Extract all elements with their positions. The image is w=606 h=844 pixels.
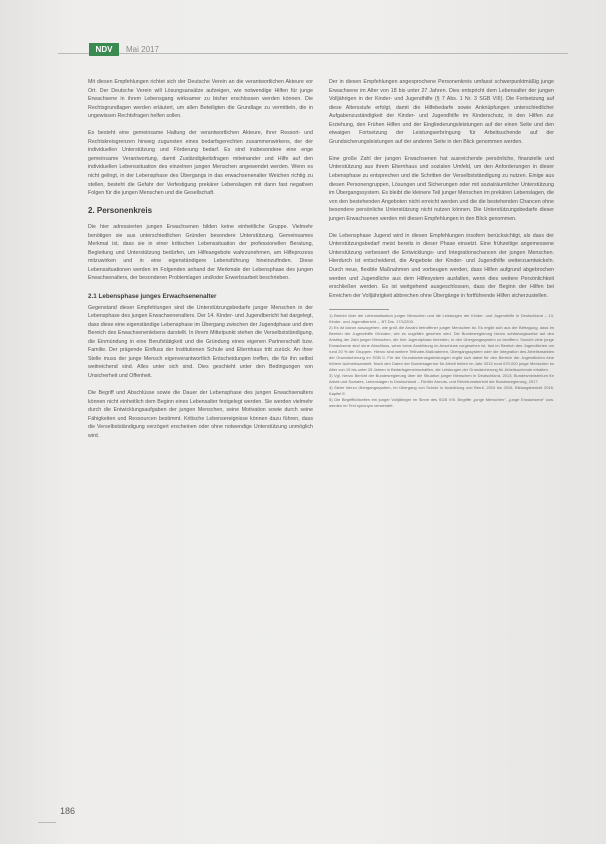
footnote-rule xyxy=(329,309,389,310)
right-paragraph-2: Eine große Zahl der jungen Erwachsenen hat ausreichende persönliche, finanzielle und Unterstützung aus ihrem Elternhaus und sozialen Umfeld, um den Anforderungen in dieser Lebensphase zu entsprechen und die Schritten der Verselbstständigung zu nutzen. Einige aus diesen Personengruppen, Lösungen und Sicherungen oder mit sozialräumlicher Unterstützung im Übergangssystem. Es bleibt die kleinere Teil junger Menschen im prekären Lebenslagen, die von den bestehenden Angeboten nicht erreicht werden und die die bestehenden Chancen ohne besondere persönliche Unterstützung nicht nutzen können. Die Unterstützungsbedarfe dieser jungen Erwachsenen werden mit diesen Empfehlungen in den Blick genommen. xyxy=(329,155,554,222)
journal-badge: NDV xyxy=(89,43,119,56)
footnote: 3) Vgl. hierzu Bericht der Bundesregierung über die Situation junger Menschen in Deutschland, 2013; Bundesministerium für Arbeit und Soziales, Lebenslagen in Deutschland – Fünfter Armuts- und Reichtumsbericht der Bundesregierung, 2017. xyxy=(329,372,554,384)
right-paragraph-3: Die Lebensphase Jugend wird in diesen Empfehlungen insofern berücksichtigt, als dass der Unterstützungsbedarf meist bereits in dieser Phase einsetzt. Eine frühzeitige angemessene Unterstützung verbessert die Entwicklungs- und Integrationschancen der jungen Menschen. Hierdurch ist entscheidend, die Angebote der Kinder- und Jugendhilfe weiterzuentwickeln. Durch neue, flexible Maßnahmen und vorbeugen werden, dass Hilfen aufgrund abgebrochen werden und Jugendliche aus dem Hilfesystem ausfallen, wenn dies weitere Persönlichkeit erschließen werden. Es ist weitgehend ausgeschlossen, dass der Beginn der Hilfen bei Erreichen der Volljährigkeit abbrechen ohne Übergänge in fortführende Hilfen sicherzustellen. xyxy=(329,232,554,299)
footnote: 1) Bericht über die Lebenssituation junger Menschen und die Leistungen der Kinder- und Jugendhilfe in Deutschland – 14. Kinder- und Jugendbericht –, BT-Drs. 17/12200. xyxy=(329,312,554,324)
left-paragraph-5: Die Begriff und Abschlüsse sowie die Dauer der Lebensphase des jungen Erwachsenalters können nicht einheitlich dem Beginn eines Lebensalter festgelegt werden. Sie werden vielmehr durch die Entwicklungsaufgaben der jungen Menschen, seine Motivation sowie durch seine Fähigkeiten und Ressourcen bestimmt. Kritische Lebensereignisse können dazu führen, dass die Verselbstständigung verzögert erscheinen oder ohne notwendige Unterstützung unmöglich wird. xyxy=(88,390,313,439)
issue-date: Mai 2017 xyxy=(126,45,159,54)
footnote: 2) Es ist davon auszugehen, wie groß die Anzahl betroffener junger Menschen ist. Es ergibt sich aus der Befragung, dass im Bereich der Jugendhilfe Gründen, wie es ungefähr gesehen wird. Die Bundesregierung hierzu schätzungsweise auf den Anstieg der Zahl junger Menschen, die ihre Jugendphase beenden, in den Übergangssystem zu beziffern. Sowohl viele junge Erwachsene sind ohne Abschluss, wenn keine Ausbildung im Anschluss vorgesehen ist, fast im Bereich des Jugendlichen um rund 20 % der Gruppen. Hierzu sind weitere Teilhabe-Maßnahmen, Übergangssystem oder die Integration des Arbeitsmarktes der Grundsicherung im SGB II. Für die Grundsicherungsleistungen ergibt sich dabei für den Bereich der Jugendlichen eine höhere Aufmerksamkeit. Nach den Daten der Bundesagentur für Arbeit lebten im Jahr 2015 rund 670.000 junge Menschen im Alter von 15 bis unter 25 Jahren in Bedarfsgemeinschaften, die Leistungen der Grundsicherung für Arbeitsuchende erhalten. xyxy=(329,324,554,372)
left-paragraph-3: Die hier adressierten jungen Erwachsenen bilden keine einheitliche Gruppe. Vielmehr benötigen sie aus unterschiedlichen Gründen besondere Unterstützung. Gemeinsames Merkmal ist, dass sie in einer kritischen Lebenssituation der professionellen Beratung, Begleitung und Unterstützung bedürfen, um Hilfeangebote wahrzunehmen, am Hilfeprozess mitzuwirken und in eine eigenständigere Lebensführung hineinzufinden. Diese Lebenssituationen werden im Folgenden anhand der Merkmale der Lebensphase des jungen Erwachsenalters, der besonderen Problemlagen und/oder Erwerbsarbeit beschrieben. xyxy=(88,224,313,282)
footer-rule xyxy=(38,822,56,823)
left-column xyxy=(88,78,313,449)
left-paragraph-1: Mit diesen Empfehlungen richtet sich der Deutsche Verein an die verantwortlichen Akteure vor Ort. Der Deutsche Verein will Lösungsansätze aufzeigen, wie notwendige Hilfen für junge Erwachsene in ihrem Lebensgang wirksamer zu bisher erschlossen werden können. Die Rechtsgrundlagen werden erläutert, um allen Beteiligten die Grundlage zu vermitteln, die in ungewissen Rechtsfragen helfen sollen. xyxy=(88,79,313,120)
footnote: 4) Siehe hierzu Übergangssystem, im Übergang von Schule in Ausbildung und Beruf, 2015 bis 2016, Bildungsbericht 2016, Kapitel E. xyxy=(329,384,554,396)
right-paragraph-1: Der in diesen Empfehlungen angesprochene Personenkreis umfasst schwerpunktmäßig junge Erwachsene im Alter von 18 bis unter 27 Jahren. Dies entspricht dem Lebensalter der jungen Volljährigen in der Kinder- und Jugendhilfe (§ 7 Abs. 1 Nr. 3 SGB VIII). Die Fortsetzung auf diese Altersstufe erfolgt, damit die Hilfebedarfe sowie Anknüpfungen unterschiedlicher Aufgabenzuständigkeit der Kinder- und Jugendhilfe im Kinderschutz, in den Hilfen zur Erziehung, den Frühen Hilfen und der Eingliederungsleistungen auf der einen Seite und den etwaigen Fortsetzung der Leistungserbringung für Arbeitsuchende auf der Grundsicherungsleistungen auf der anderen Seite in den Blick genommen werden. xyxy=(329,79,554,145)
left-paragraph-4: Gegenstand dieser Empfehlungen sind die Unterstützungsbedarfe junger Menschen in der Lebensphase des jungen Erwachsenenalters. Der 14. Kinder- und Jugendbericht hat dargelegt, dass diese eine eigenständige Lebensphase im Übergang zwischen der Jugendphase und dem Bereich des Erwachsenenlebens darstellt. In ihrem Mittelpunkt stehen die Verselbstständigung, die Einmündung in eine Berufstätigkeit und die Gründung eines eigenen Partnerschaft bzw. Familie. Der prägende Einfluss der Institutionen Schule und Elternhaus tritt zurück. An ihrer Stelle muss der junge Mensch eigenverantwortlich Entscheidungen treffen, die für ihn selbst weitreichend sind. Alles unter sich sind. Dies geschieht unter den Bedingungen von Unsicherheit und Offenheit. xyxy=(88,304,313,379)
section-heading: 2. Personenkreis xyxy=(88,206,153,216)
subsection-heading: 2.1 Lebensphase junges Erwachsenenalter xyxy=(88,292,217,300)
left-paragraph-2: Es besteht eine gemeinsame Haltung der verantwortlichen Akteure, ihrer Ressort- und Rechtskreisgrenzen hinweg zugunsten eines bedarfsgerechten zusammenwirkens, der der individuellen Unterstützung und Förderung bedarf. Es sind insbesondere eine enge gemeinsame Verantwortung, damit Zuständigkeitsfragen miteinander und Hilfe auf den individuellen Lebenssituation des einzelnen jungen Menschen angewendet werden. Wenn es nicht gelingt, in der Lebensphase des Übergangs in das erwachsenenalter Weichen richtig zu stellen, besteht die Gefahr der Verfestigung prekärer Lebenslagen mit dann fast negativen Folgen für die jungen Menschen und die Gesellschaft. xyxy=(88,130,313,197)
page-number: 186 xyxy=(60,806,76,816)
right-column xyxy=(329,78,554,409)
footnote: 5) Die Begrifflichkeiten ein junger Volljähriger im Sinne des SGB VIII. Begriffe „junge Menschen“, „junge Erwachsene“ usw. werden im Text synonym verwendet. xyxy=(329,396,554,408)
